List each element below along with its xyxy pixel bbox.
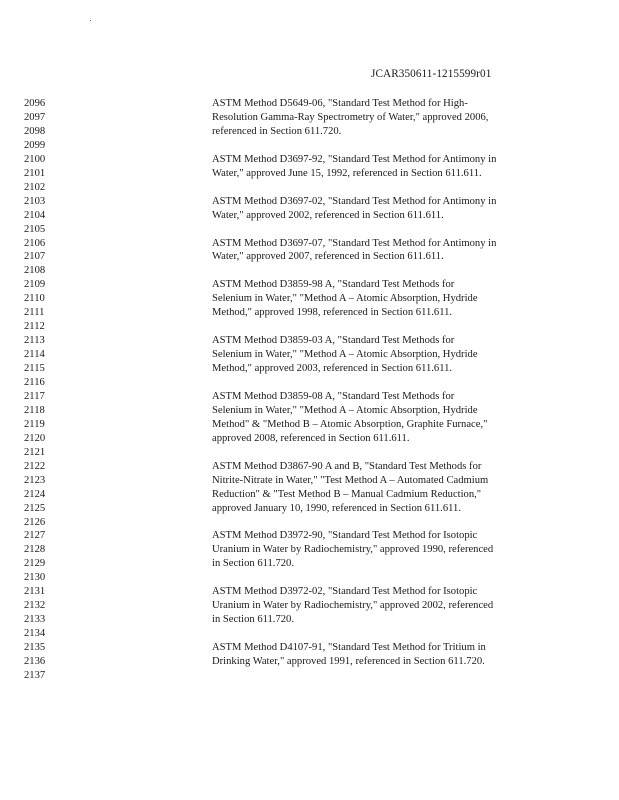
line-number: 2120 <box>24 432 46 444</box>
line-text: Selenium in Water," "Method A – Atomic Absorption, Hydride <box>212 349 478 361</box>
line-text: Water," approved 2007, referenced in Section 611.611. <box>212 251 444 263</box>
document-line <box>0 460 619 474</box>
line-number: 2125 <box>24 502 46 514</box>
line-number: 2097 <box>24 111 46 123</box>
document-line <box>0 516 619 530</box>
line-number: 2128 <box>24 544 46 556</box>
document-line <box>0 557 619 571</box>
line-text: Resolution Gamma-Ray Spectrometry of Water," approved 2006, <box>212 111 489 123</box>
document-line <box>0 250 619 264</box>
line-text: ASTM Method D3972-90, "Standard Test Method for Isotopic <box>212 530 478 542</box>
document-line <box>0 543 619 557</box>
line-number: 2104 <box>24 209 46 221</box>
line-number: 2118 <box>24 404 45 416</box>
document-line <box>0 237 619 251</box>
line-text: Nitrite-Nitrate in Water," "Test Method A – Automated Cadmium <box>212 474 489 486</box>
line-number: 2123 <box>24 474 46 486</box>
line-number: 2116 <box>24 377 45 388</box>
line-number: 2106 <box>24 237 46 249</box>
line-number: 2117 <box>24 390 45 402</box>
line-text: Selenium in Water," "Method A – Atomic Absorption, Hydride <box>212 293 478 305</box>
line-number: 2129 <box>24 558 46 570</box>
document-line <box>0 292 619 306</box>
line-number: 2132 <box>24 600 46 612</box>
line-text: ASTM Method D3697-92, "Standard Test Method for Antimony in <box>212 153 497 165</box>
line-number: 2110 <box>24 293 45 305</box>
line-text: Selenium in Water," "Method A – Atomic Absorption, Hydride <box>212 404 478 416</box>
document-line <box>0 585 619 599</box>
document-line <box>0 529 619 543</box>
line-number: 2113 <box>24 335 45 347</box>
line-number: 2134 <box>24 628 46 640</box>
line-text: in Section 611.720. <box>212 614 294 626</box>
line-text: Uranium in Water by Radiochemistry," approved 1990, referenced <box>212 544 494 556</box>
document-line <box>0 111 619 125</box>
document-line <box>0 669 619 683</box>
line-number: 2102 <box>24 181 46 193</box>
line-number: 2133 <box>24 614 46 626</box>
line-number: 2131 <box>24 586 46 598</box>
line-number: 2109 <box>24 279 46 291</box>
document-line <box>0 376 619 390</box>
line-text: approved 2008, referenced in Section 611.611. <box>212 432 410 444</box>
speck-mark <box>90 20 91 21</box>
document-line <box>0 195 619 209</box>
document-line <box>0 641 619 655</box>
line-number: 2103 <box>24 195 46 207</box>
line-text: ASTM Method D3859-03 A, "Standard Test Methods for <box>212 335 455 347</box>
document-line <box>0 125 619 139</box>
line-number: 2100 <box>24 153 46 165</box>
line-number: 2115 <box>24 363 45 375</box>
document-line <box>0 390 619 404</box>
line-text: Method" & "Method B – Atomic Absorption, Graphite Furnace," <box>212 418 488 430</box>
line-number: 2108 <box>24 265 46 277</box>
document-line <box>0 334 619 348</box>
line-text: ASTM Method D3697-07, "Standard Test Method for Antimony in <box>212 237 497 249</box>
line-number: 2107 <box>24 251 46 263</box>
document-line <box>0 655 619 669</box>
document-line <box>0 278 619 292</box>
document-line <box>0 432 619 446</box>
line-text: referenced in Section 611.720. <box>212 125 342 137</box>
line-text: Reduction" & "Test Method B – Manual Cadmium Reduction," <box>212 488 482 500</box>
line-text: ASTM Method D3859-08 A, "Standard Test Methods for <box>212 390 455 402</box>
document-id: JCAR350611-1215599r01 <box>371 68 492 80</box>
document-line <box>0 209 619 223</box>
line-text: Uranium in Water by Radiochemistry," approved 2002, referenced <box>212 600 494 612</box>
document-line <box>0 306 619 320</box>
line-number: 2124 <box>24 488 46 500</box>
line-text: in Section 611.720. <box>212 558 294 570</box>
line-number: 2099 <box>24 139 46 151</box>
line-number: 2122 <box>24 460 46 472</box>
line-number: 2114 <box>24 349 45 361</box>
document-line <box>0 571 619 585</box>
document-line <box>0 502 619 516</box>
document-line <box>0 139 619 153</box>
line-number: 2127 <box>24 530 46 542</box>
line-text: ASTM Method D4107-91, "Standard Test Method for Tritium in <box>212 642 486 654</box>
document-line <box>0 181 619 195</box>
line-number: 2119 <box>24 418 45 430</box>
line-number: 2126 <box>24 516 46 528</box>
line-number: 2096 <box>24 98 46 109</box>
line-text: Method," approved 1998, referenced in Section 611.611. <box>212 307 453 319</box>
document-line <box>0 446 619 460</box>
document-line <box>0 599 619 613</box>
document-line <box>0 320 619 334</box>
document-line <box>0 348 619 362</box>
line-text: ASTM Method D3867-90 A and B, "Standard Test Methods for <box>212 460 482 472</box>
line-number: 2136 <box>24 656 46 667</box>
line-text: Water," approved 2002, referenced in Section 611.611. <box>212 209 444 221</box>
line-text: Water," approved June 15, 1992, referenced in Section 611.611. <box>212 167 482 179</box>
line-text: ASTM Method D3972-02, "Standard Test Method for Isotopic <box>212 586 478 598</box>
line-number: 2130 <box>24 572 46 584</box>
document-line <box>0 264 619 278</box>
line-number: 2098 <box>24 125 46 137</box>
document-line <box>0 97 619 111</box>
line-number: 2101 <box>24 167 46 179</box>
line-number: 2105 <box>24 223 46 235</box>
document-line <box>0 627 619 641</box>
line-number: 2112 <box>24 321 45 333</box>
line-text: approved January 10, 1990, referenced in Section 611.611. <box>212 502 461 514</box>
line-text: ASTM Method D3859-98 A, "Standard Test Methods for <box>212 279 455 291</box>
document-line <box>0 474 619 488</box>
document-line <box>0 153 619 167</box>
document-line <box>0 362 619 376</box>
document-line <box>0 418 619 432</box>
line-number: 2135 <box>24 642 46 654</box>
line-text: Drinking Water," approved 1991, referenced in Section 611.720. <box>212 656 485 667</box>
line-number: 2111 <box>24 307 45 319</box>
line-text: ASTM Method D3697-02, "Standard Test Method for Antimony in <box>212 195 497 207</box>
line-number: 2121 <box>24 446 46 458</box>
line-text: Method," approved 2003, referenced in Section 611.611. <box>212 363 453 375</box>
document-line <box>0 223 619 237</box>
document-line <box>0 488 619 502</box>
line-text: ASTM Method D5649-06, "Standard Test Method for High- <box>212 98 468 109</box>
document-line <box>0 167 619 181</box>
line-number: 2137 <box>24 669 46 681</box>
document-line <box>0 613 619 627</box>
document-line <box>0 404 619 418</box>
